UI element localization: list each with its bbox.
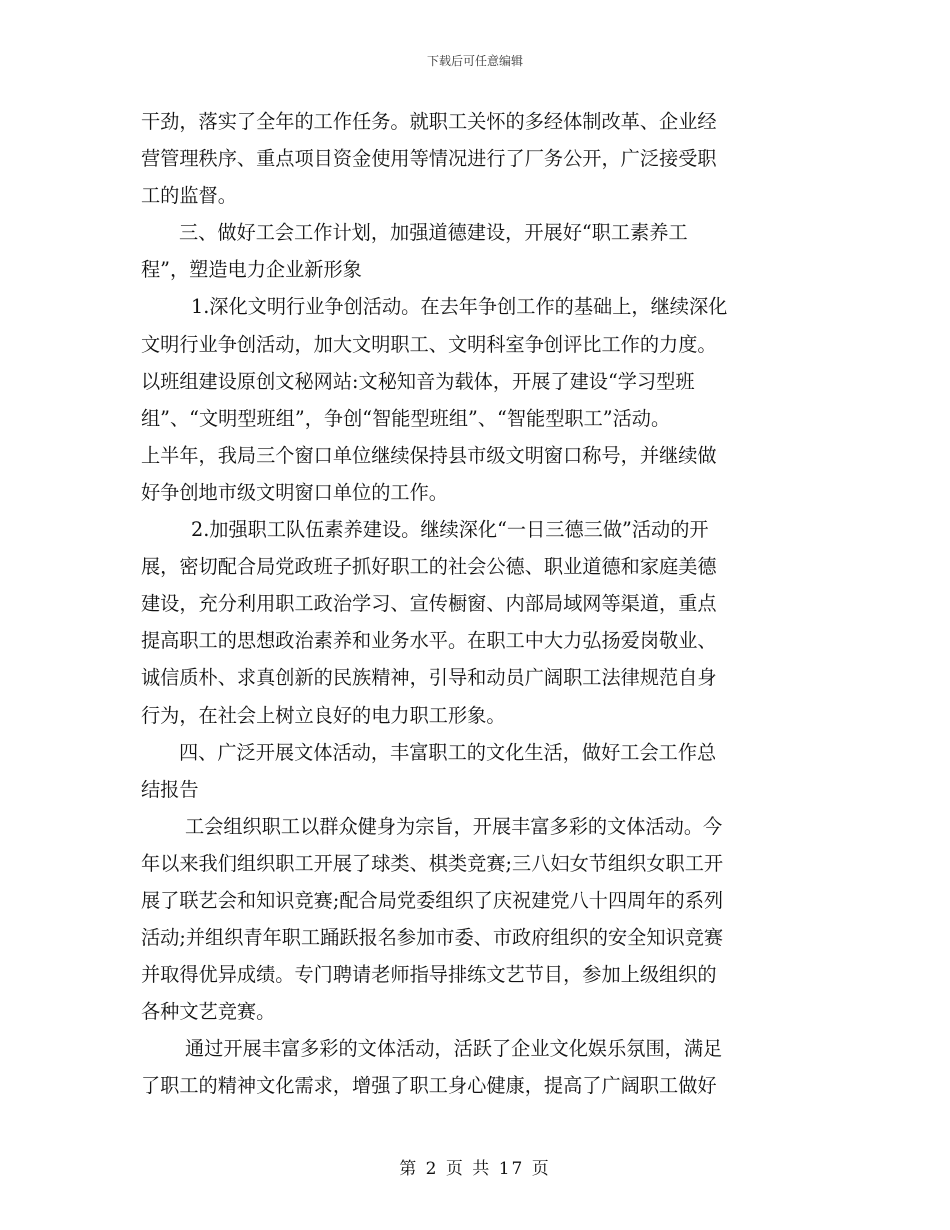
text-line: 诚信质朴、求真创新的民族精神，引导和动员广阔职工法律规范自身 [141,666,717,690]
text-line: 好争创地市级文明窗口单位的工作。 [141,480,448,504]
page-footer: 第 2 页 共 17 页 [399,1159,551,1179]
text-line: 干劲，落实了全年的工作任务。就职工关怀的多经体制改革、企业经 [141,110,717,133]
text-line: 以班组建设原创文秘网站:文秘知音为载体，开展了建设“学习型班 [141,369,695,393]
text-line: 展，密切配合局党政班子抓好职工的社会公德、职业道德和家庭美德 [141,555,717,579]
text-line: 展了联艺会和知识竞赛;配合局党委组织了庆祝建党八十四周年的系列 [141,888,724,912]
text-line: 三、做好工会工作计划，加强道德建设，开展好“职工素养工 [179,221,688,245]
text-line: 四、广泛开展文体活动，丰富职工的文化生活，做好工会工作总 [179,740,717,764]
text-line: 工的监督。 [141,184,237,208]
text-line: 工会组织职工以群众健身为宗旨，开展丰富多彩的文体活动。今 [185,814,723,838]
text-line: 2.加强职工队伍素养建设。继续深化“一日三德三做”活动的开 [191,518,709,542]
text-line: 上半年，我局三个窗口单位继续保持县市级文明窗口称号，并继续做 [141,443,717,467]
text-line: 1.深化文明行业争创活动。在去年争创工作的基础上，继续深化 [191,295,728,319]
document-body [141,103,821,1105]
text-line: 提高职工的思想政治素养和业务水平。在职工中大力弘扬爱岗敬业、 [141,629,717,653]
text-line: 通过开展丰富多彩的文体活动，活跃了企业文化娱乐氛围，满足 [185,1037,723,1061]
text-line: 活动;并组织青年职工踊跃报名参加市委、市政府组织的安全知识竞赛 [141,926,724,950]
text-line: 行为，在社会上树立良好的电力职工形象。 [141,703,506,727]
text-line: 营管理秩序、重点项目资金使用等情况进行了厂务公开，广泛接受职 [141,147,717,171]
text-line: 文明行业争创活动，加大文明职工、文明科室争创评比工作的力度。 [141,332,717,356]
text-line: 结报告 [141,777,199,801]
text-line: 建设，充分利用职工政治学习、宣传橱窗、内部局域网等渠道，重点 [141,592,717,616]
text-line: 各种文艺竞赛。 [141,1000,276,1024]
text-line: 组”、“文明型班组”，争创“智能型班组”、“智能型职工”活动。 [141,406,671,430]
page-header: 下载后可任意编辑 [426,54,523,68]
text-line: 并取得优异成绩。专门聘请老师指导排练文艺节目，参加上级组织的 [141,963,717,987]
text-line: 程”，塑造电力企业新形象 [141,258,362,282]
text-line: 了职工的精神文化需求，增强了职工身心健康，提高了广阔职工做好 [141,1074,717,1098]
text-line: 年以来我们组织职工开展了球类、棋类竞赛;三八妇女节组织女职工开 [141,851,724,875]
